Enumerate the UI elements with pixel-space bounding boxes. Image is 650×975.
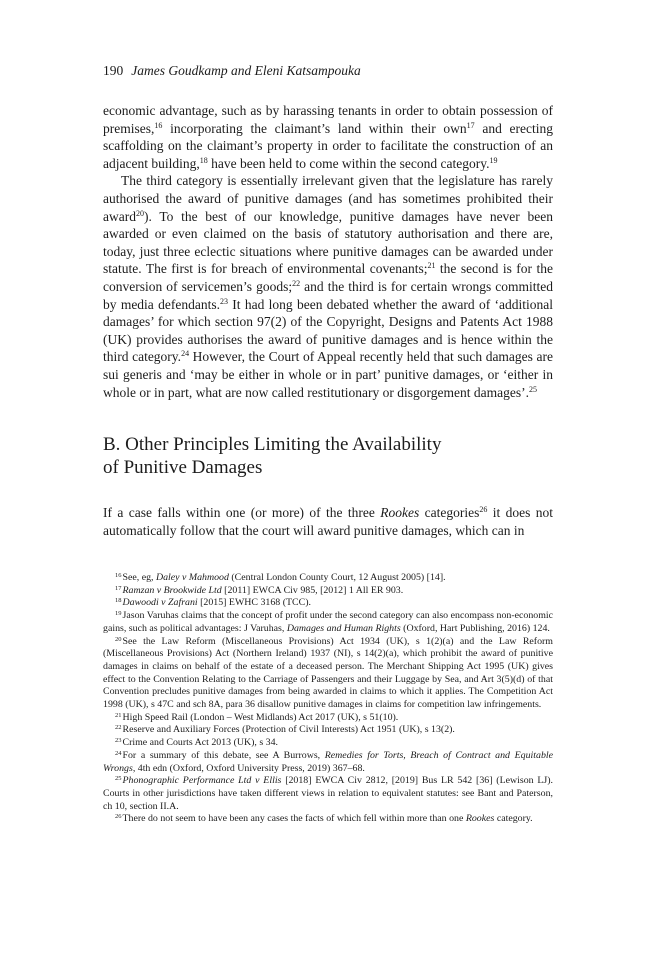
footnote-ref-19[interactable]: 19 [489, 155, 498, 165]
footnote-ref-22[interactable]: 22 [292, 278, 301, 288]
footnote-ref-17[interactable]: 17 [466, 120, 475, 130]
footnote-text: There do not seem to have been any cases the facts of which fell within more than one [122, 813, 466, 825]
text-run: and erecting scaffolding on the claimant’s property in order to facilitate the construction of an adjacent building, [103, 120, 554, 171]
footnote-number: 22 [115, 724, 122, 732]
footnote-23 [103, 737, 553, 750]
text-run: economic advantage, such as by harassing tenants in order to obtain possession of premises, [103, 103, 553, 136]
footnote-25 [103, 775, 553, 813]
footnote-text: (Central London County Court, 12 August 2005) [14]. [228, 572, 446, 583]
footnote-number: 26 [115, 813, 122, 821]
text-run: categories [419, 505, 480, 521]
footnote-17 [103, 585, 553, 598]
footnote-ref-20[interactable]: 20 [135, 208, 144, 218]
footnote-italic: Dawoodi v Zafrani [122, 597, 198, 609]
body-text [103, 102, 553, 539]
footnote-text: Jason Varuhas claims that the concept of profit under the second category can also encompass non-economic gains, such as political advantages: J Varuhas, [103, 610, 553, 634]
footnote-text: (Oxford, Hart Publishing, 2016) 124. [400, 622, 550, 634]
text-run: it does not automatically follow that the court will award punitive damages, which can in [103, 505, 554, 538]
footnote-italic: Phonographic Performance Ltd v Ellis [122, 775, 282, 787]
footnote-21 [103, 712, 553, 725]
text-run: incorporating the claimant’s land within their own [162, 120, 467, 136]
footnote-text: For a summary of this debate, see A Burrows, [122, 749, 325, 761]
footnote-number: 25 [115, 775, 122, 783]
page-number: 190 [103, 63, 124, 78]
footnote-text: [2011] EWCA Civ 985, [2012] 1 All ER 903. [221, 584, 404, 596]
text-run: and the third is for certain wrongs committed by media defendants. [103, 278, 553, 312]
text-run: have been held to come within the second category. [207, 155, 490, 171]
text-run: The third category is essentially irrelevant given that the legislature has rarely authorised the award of punitive damages (and has sometimes prohibited their award [103, 173, 553, 224]
footnote-italic: Ramzan v Brookwide Ltd [122, 584, 222, 596]
footnote-text: [2018] EWCA Civ 2812, [2019] Bus LR 542 [36] (Lewison LJ). Courts in other jurisdictions have taken different views in relation to equivalent statutes: see Bant and Paterson, ch 10, section II.A. [103, 775, 554, 812]
footnote-text: Reserve and Auxiliary Forces (Protection of Civil Interests) Act 1951 (UK), s 13(2). [122, 724, 455, 736]
paragraph-1 [103, 102, 553, 172]
footnote-ref-16[interactable]: 16 [154, 120, 163, 130]
text-run: ). To the best of our knowledge, punitive damages have never been awarded or even claimed on the basis of statutory authorisation and there are, today, just three eclectic situations where punitive damages can be awarded under statute. The first is for breach of environmental covenants; [103, 208, 553, 277]
footnote-italic: Remedies for Torts, Breach of Contract and Equitable Wrongs [103, 749, 554, 774]
footnote-ref-26[interactable]: 26 [479, 505, 488, 515]
footnote-22 [103, 724, 553, 737]
paragraph-2 [103, 172, 553, 401]
footnote-number: 16 [115, 572, 122, 579]
footnote-text: category. [494, 813, 533, 825]
footnote-ref-23[interactable]: 23 [219, 296, 228, 306]
footnote-number: 19 [115, 610, 122, 618]
text-run: However, the Court of Appeal recently held that such damages are sui generis and ‘may be either in whole or in part’ punitive damages, or ‘either in whole or in part, what are now called restitutionary or disgorgement damages’. [103, 349, 553, 400]
footnote-16 [103, 572, 553, 585]
footnote-italic: Rookes [465, 813, 495, 825]
footnote-ref-24[interactable]: 24 [181, 349, 190, 359]
paragraph-3 [103, 504, 553, 539]
footnote-text: [2015] EWHC 3168 (TCC). [197, 597, 311, 609]
footnote-24 [103, 750, 553, 775]
running-title: James Goudkamp and Eleni Katsampouka [131, 63, 361, 78]
footnote-18 [103, 597, 553, 610]
footnote-italic: Daley v Mahmood [155, 572, 229, 583]
footnote-number: 18 [115, 597, 122, 605]
footnote-ref-21[interactable]: 21 [427, 261, 436, 271]
footnotes [103, 572, 553, 826]
footnote-ref-25[interactable]: 25 [529, 384, 537, 394]
footnote-number: 17 [115, 584, 122, 592]
footnote-19 [103, 610, 553, 635]
footnote-number: 21 [115, 711, 122, 719]
footnote-text: See, eg, [122, 572, 156, 583]
text-run: If a case falls within one (or more) of the three [103, 505, 381, 521]
footnote-number: 24 [115, 749, 122, 757]
footnote-text: High Speed Rail (London – West Midlands) Act 2017 (UK), s 51(10). [122, 711, 399, 723]
footnote-ref-18[interactable]: 18 [199, 155, 208, 165]
footnote-text: See the Law Reform (Miscellaneous Provisions) Act 1934 (UK), s 1(2)(a) and the Law Reform (Miscellaneous Provisions) Act (Northern Ireland) 1937 (NI), s 14(2)(a), which prohibit the award of punitive damages in claims on behalf of the estate of a deceased person. The Merchant Shipping Act 1995 (UK) gives effect to the Convention Relating to the Carriage of Passengers and their Luggage by Sea, and Art 3(5)(d) of that Convention precludes punitive damages from being awarded in claims to which it applies. The Competition Act 1998 (UK), s 47C and sch 8A, para 36 disallow punitive damages in claims for competition law infringements. [103, 635, 553, 711]
section-heading-line-2: of Punitive Damages [103, 457, 263, 479]
text-run: It had long been debated whether the award of ‘additional damages’ for which section 97(2) of the Copyright, Designs and Patents Act 1988 (UK) provides authorises the award of punitive damages and is hence within the third category. [103, 296, 553, 365]
section-heading [103, 433, 553, 479]
case-name-italic: Rookes [380, 505, 420, 521]
book-page [103, 62, 554, 825]
footnote-italic: Damages and Human Rights [286, 622, 401, 634]
footnote-number: 20 [115, 635, 122, 643]
footnote-text: Crime and Courts Act 2013 (UK), s 34. [122, 737, 279, 749]
footnote-number: 23 [115, 737, 122, 745]
text-run: the second is for the conversion of servicemen’s goods; [103, 261, 553, 294]
footnote-26 [103, 813, 553, 826]
running-header [103, 62, 553, 80]
footnote-text: , 4th edn (Oxford, Oxford University Press, 2019) 367–68. [132, 762, 365, 774]
footnote-20 [103, 636, 553, 712]
section-heading-line-1: B. Other Principles Limiting the Availability [103, 434, 442, 456]
